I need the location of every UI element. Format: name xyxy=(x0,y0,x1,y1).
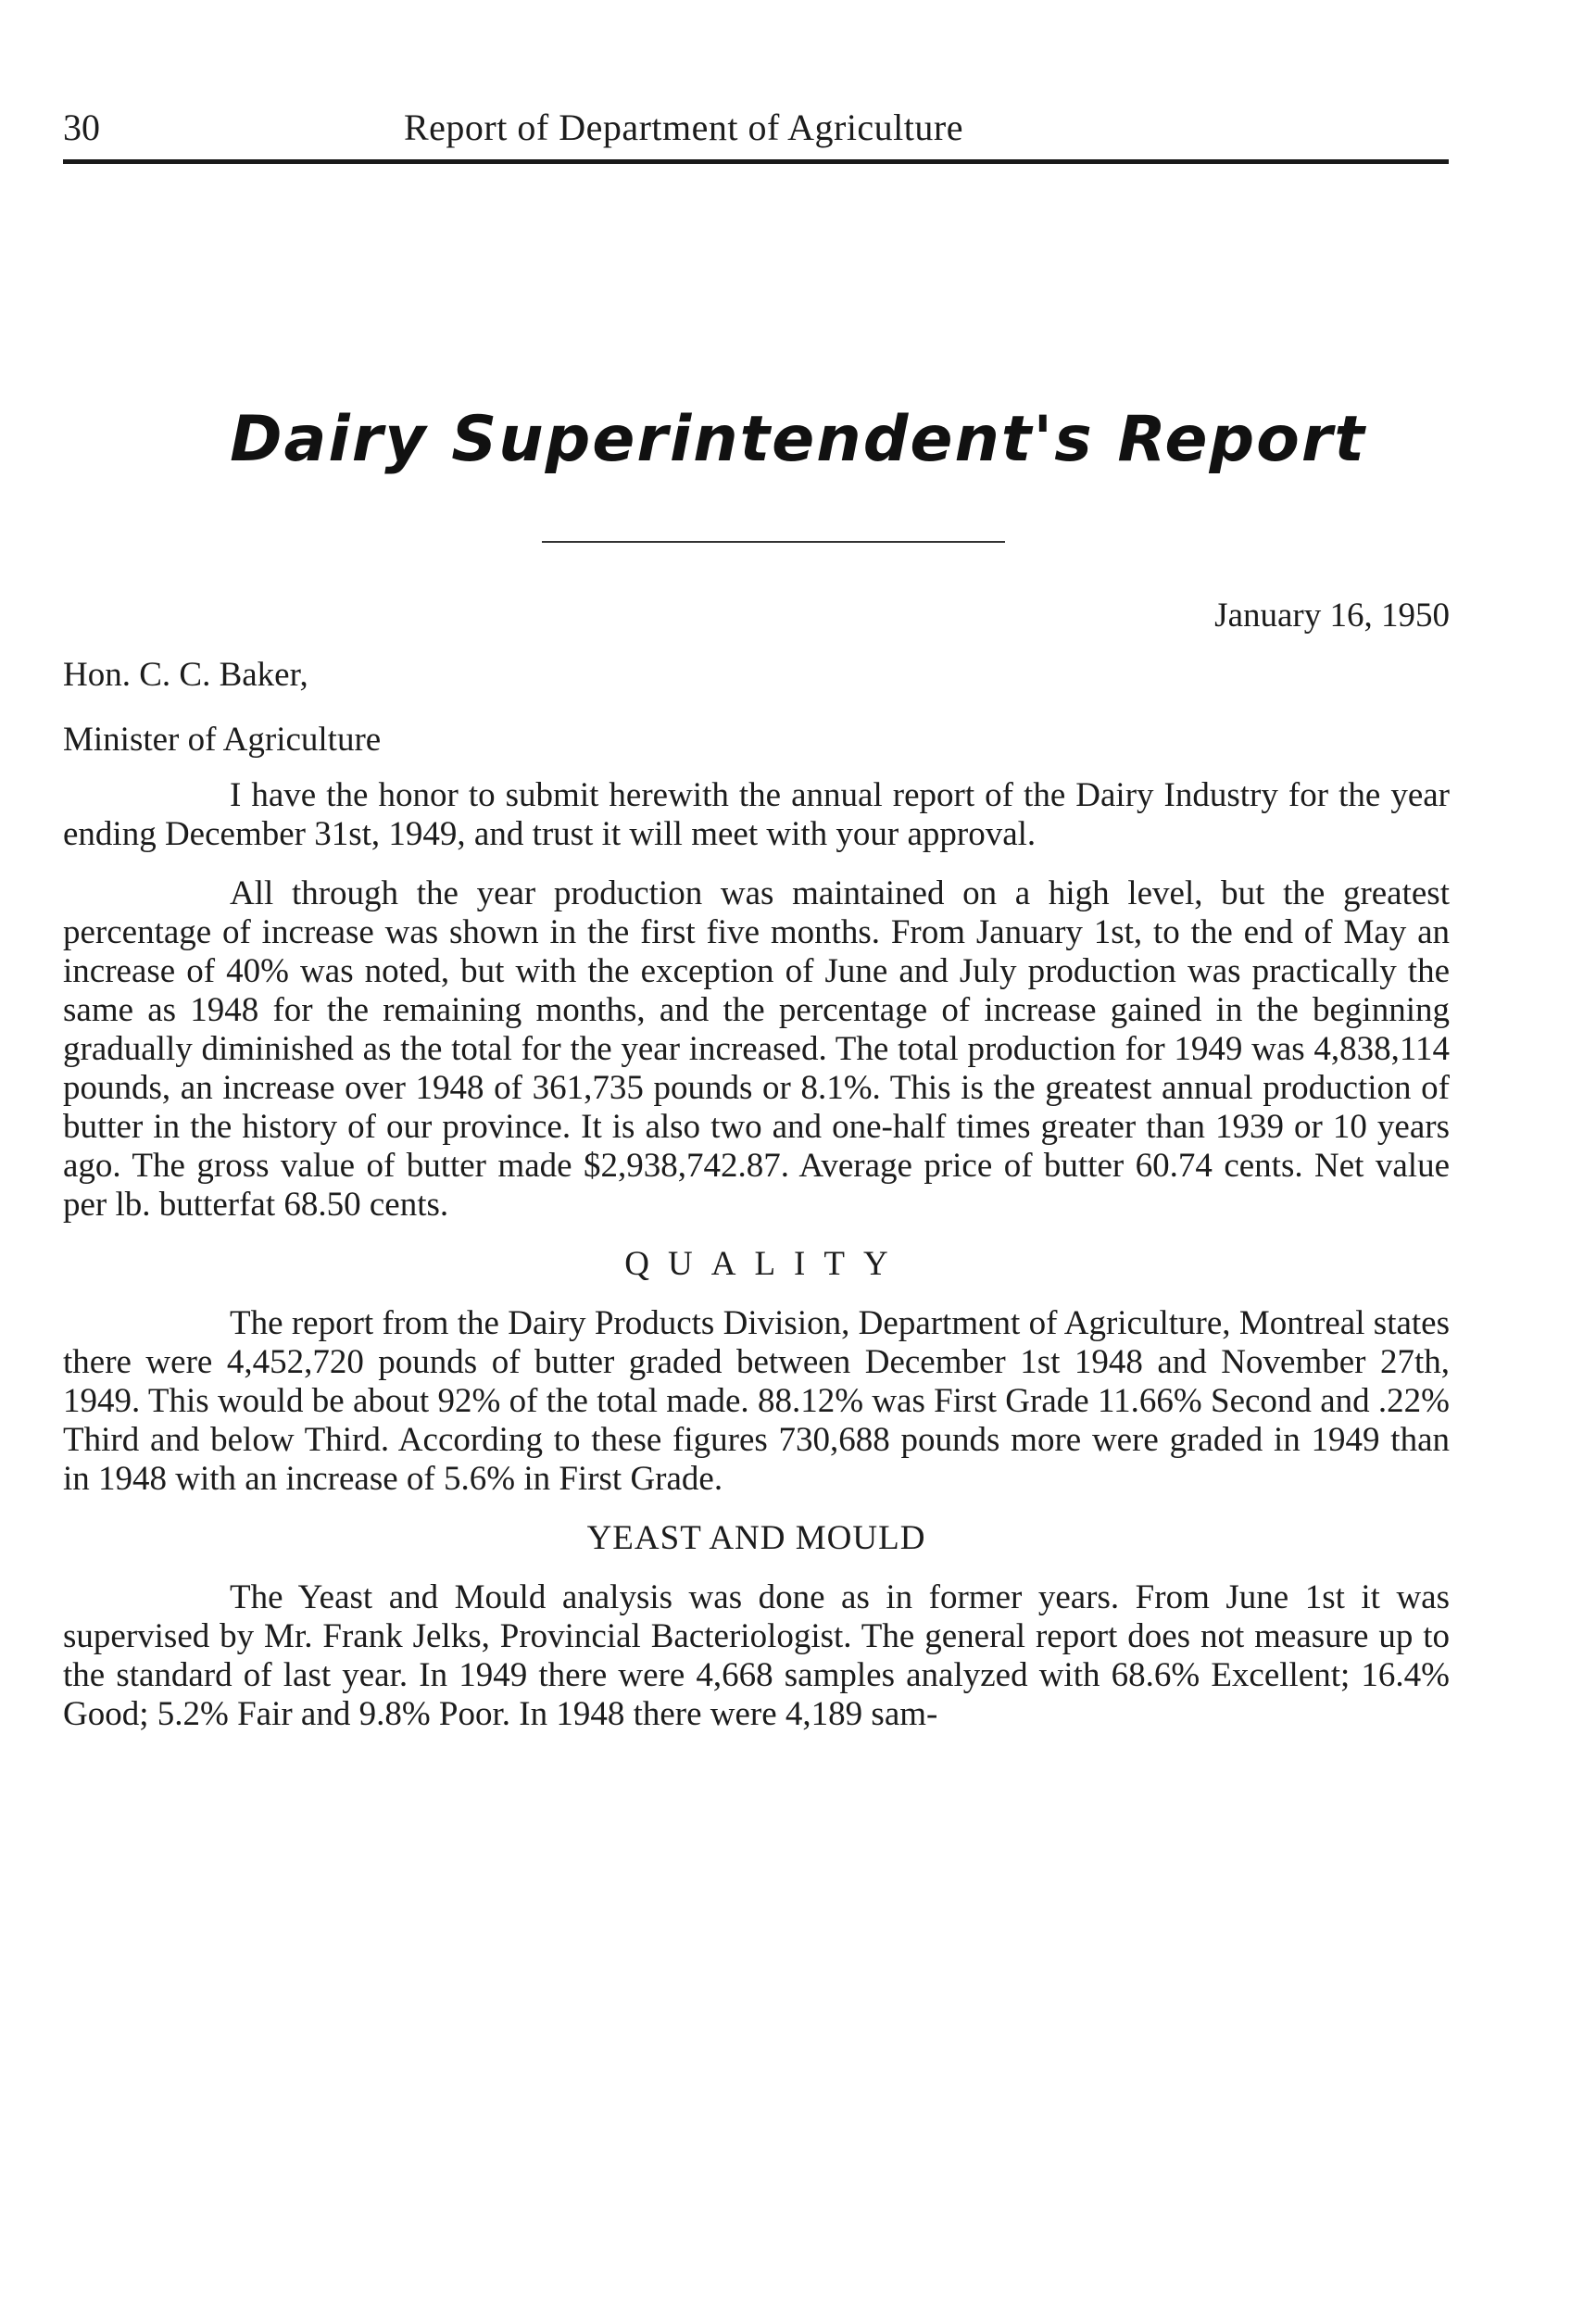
running-head-title: Report of Department of Agriculture xyxy=(404,107,963,148)
paragraph-production: All through the year production was maintained on a high level, but the greatest percentage of increase was shown in the first five months. From January 1st, to the end of May an increase of 40% was noted, but with the exception of June and July production was practically the same as 1948 for the remaining months, and the percentage of increase gained in the beginning gradually diminished as the total for the year increased. The total production for 1949 was 4,838,114 pounds, an increase over 1948 of 361,735 pounds or 8.1%. This is the greatest annual production of butter in the history of our province. It is also two and one-half times greater than 1939 or 10 years ago. The gross value of butter made $2,938,742.87. Average price of butter 60.74 cents. Net value per lb. butterfat 68.50 cents. xyxy=(63,874,1450,1224)
report-title: Dairy Superintendent's Report xyxy=(230,403,1366,476)
section-heading-quality: QUALITY xyxy=(624,1245,907,1283)
header-rule xyxy=(63,159,1449,164)
running-head xyxy=(63,100,1452,156)
paragraph-quality: The report from the Dairy Products Division, Department of Agriculture, Montreal states there were 4,452,720 pounds of butter graded between December 1st 1948 and November 27th, 1949. This would be about 92% of the total made. 88.12% was First Grade 11.66% Second and .22% Third and below Third. According to these figures 730,688 pounds more were graded in 1949 than in 1948 with an increase of 5.6% in First Grade. xyxy=(63,1304,1450,1498)
report-body xyxy=(63,776,1450,1754)
letter-date: January 16, 1950 xyxy=(1214,597,1450,635)
addressee-block xyxy=(63,652,381,782)
title-divider xyxy=(542,541,1005,543)
section-heading-yeast-mould: YEAST AND MOULD xyxy=(586,1519,926,1557)
addressee-name: Hon. C. C. Baker, xyxy=(63,656,308,694)
addressee-title: Minister of Agriculture xyxy=(63,721,382,759)
paragraph-yeast-mould: The Yeast and Mould analysis was done as in former years. From June 1st it was supervised by Mr. Frank Jelks, Provincial Bacteriologist. The general report does not measure up to the standard of last year. In 1949 there were 4,668 samples analyzed with 68.6% Excellent; 16.4% Good; 5.2% Fair and 9.8% Poor. In 1948 there were 4,189 sam- xyxy=(63,1578,1450,1733)
page-number: 30 xyxy=(63,107,100,148)
paragraph-intro: I have the honor to submit herewith the annual report of the Dairy Industry for the year ending December 31st, 1949, and trust it will meet with your approval. xyxy=(63,776,1450,853)
